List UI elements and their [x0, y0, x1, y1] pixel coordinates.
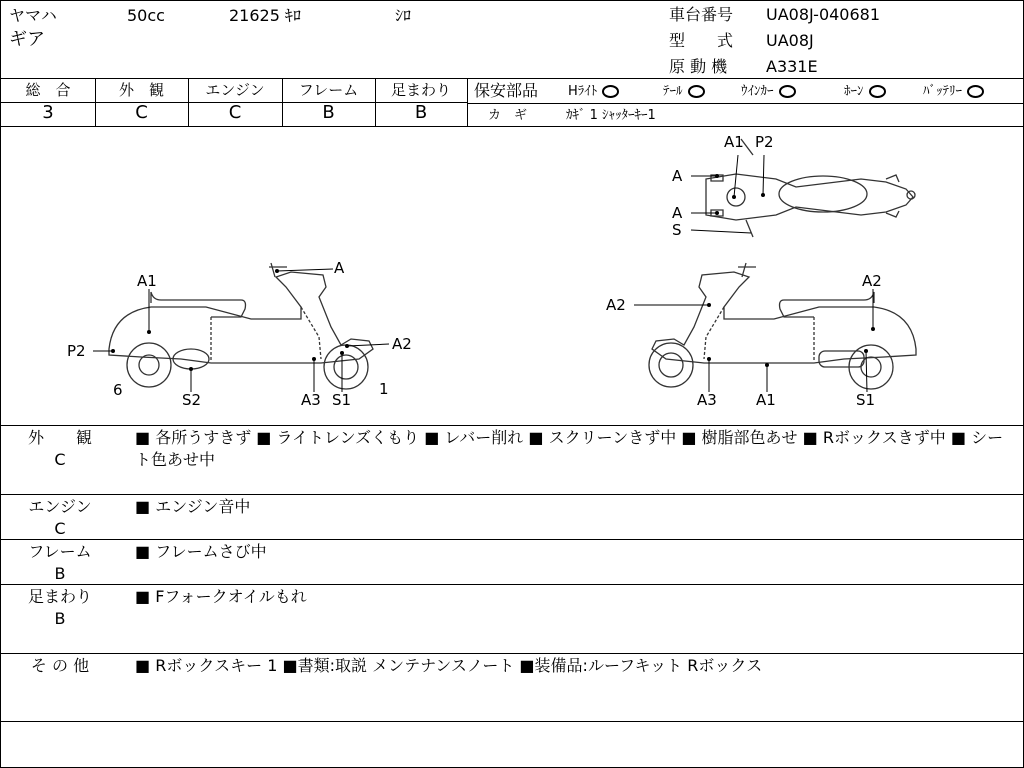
- engine-value: A331E: [766, 57, 818, 76]
- label-right-s1: S1: [856, 391, 876, 409]
- key-label: カ ギ: [488, 108, 528, 123]
- section-text-engine: ■ エンジン音中: [135, 497, 251, 516]
- label-left-6: 6: [113, 381, 123, 399]
- label-top-a1: A1: [724, 133, 744, 151]
- divider: [1, 78, 1023, 79]
- safety-item-winker: ｳｲﾝｶｰ: [741, 83, 796, 101]
- type-value: UA08J: [766, 31, 814, 50]
- ok-mark-icon: [602, 85, 619, 98]
- section-text-other: ■ Rボックスキー 1 ■書類:取説 メンテナンスノート ■装備品:ルーフキット Rボックス: [135, 656, 763, 675]
- ok-mark-icon: [869, 85, 886, 98]
- key-text: ｶｷﾞ 1 ｼｬｯﾀｰｷｰ1: [566, 108, 656, 123]
- frame-no: UA08J-040681: [766, 5, 881, 24]
- label-right-a2: A2: [606, 296, 626, 314]
- divider: [1, 653, 1023, 654]
- label-left-s1: S1: [332, 391, 352, 409]
- safety-item-battery: ﾊﾞｯﾃﾘｰ: [923, 83, 984, 101]
- section-label-frame: フレーム B: [28, 542, 92, 583]
- grade-engine: C: [228, 102, 242, 123]
- divider: [1, 539, 1023, 540]
- divider: [1, 425, 1023, 426]
- grade-suspension: B: [414, 102, 428, 123]
- ok-mark-icon: [779, 85, 796, 98]
- section-text-frame: ■ フレームさび中: [135, 542, 267, 561]
- color: ｼﾛ: [395, 6, 412, 25]
- divider: [1, 721, 1023, 722]
- section-label-engine: エンジン C: [28, 497, 92, 538]
- section-label-exterior: 外 観 C: [27, 428, 92, 469]
- grade-frame: B: [322, 102, 335, 123]
- grade-header-engine: エンジン: [205, 81, 265, 99]
- section-label-suspension: 足まわり B: [27, 587, 92, 628]
- label-left-p2: P2: [67, 342, 86, 360]
- ok-mark-icon: [967, 85, 984, 98]
- label-left-a: A: [334, 259, 345, 277]
- section-text-suspension: ■ Fフォークオイルもれ: [135, 587, 307, 606]
- type-label: 型 式: [669, 31, 734, 50]
- label-left-a1: A1: [137, 272, 157, 290]
- label-top-a: A: [672, 167, 683, 185]
- safety-item-horn: ﾎｰﾝ: [844, 83, 886, 101]
- section-text-exterior: ■ 各所うすきず ■ ライトレンズくもり ■ レバー削れ ■ スクリーンきず中 ■ 樹脂部色あせ ■ Rボックスきず中 ■ シート色あせ中: [135, 428, 1004, 469]
- label-left-s2: S2: [182, 391, 202, 409]
- safety-label: 保安部品: [474, 81, 539, 100]
- label-right-a1: A1: [756, 391, 776, 409]
- ok-mark-icon: [688, 85, 705, 98]
- maker: ヤマハ: [9, 6, 57, 25]
- grade-header-suspension: 足まわり: [390, 81, 451, 99]
- engine-label: 原 動 機: [669, 57, 728, 76]
- safety-item-headlight: Hﾗｲﾄ: [568, 83, 619, 101]
- label-left-a3: A3: [301, 391, 321, 409]
- divider: [1, 494, 1023, 495]
- label-right-a3: A3: [697, 391, 717, 409]
- section-label-other: そ の 他: [30, 656, 90, 675]
- grade-header-overall: 総 合: [25, 81, 71, 99]
- label-left-a2: A2: [392, 335, 412, 353]
- grade-header-exterior: 外 観: [118, 81, 164, 99]
- divider: [1, 584, 1023, 585]
- grade-header-frame: フレーム: [298, 81, 359, 99]
- model-name: ギア: [9, 29, 45, 50]
- grade-exterior: C: [135, 102, 148, 123]
- mileage: 21625 ｷﾛ: [229, 6, 301, 25]
- scooter-diagram: [1, 127, 1023, 425]
- label-right-a2-2: A2: [862, 272, 882, 290]
- frame-no-label: 車台番号: [669, 5, 734, 24]
- label-top-p2: P2: [755, 133, 774, 151]
- safety-item-tail: ﾃｰﾙ: [663, 83, 705, 101]
- grade-overall: 3: [42, 102, 54, 123]
- label-left-1: 1: [379, 380, 389, 398]
- label-top-s: S: [672, 221, 682, 239]
- label-top-a-2: A: [672, 204, 683, 222]
- divider: [467, 78, 468, 126]
- displacement: 50cc: [127, 6, 165, 25]
- divider: [467, 103, 1023, 104]
